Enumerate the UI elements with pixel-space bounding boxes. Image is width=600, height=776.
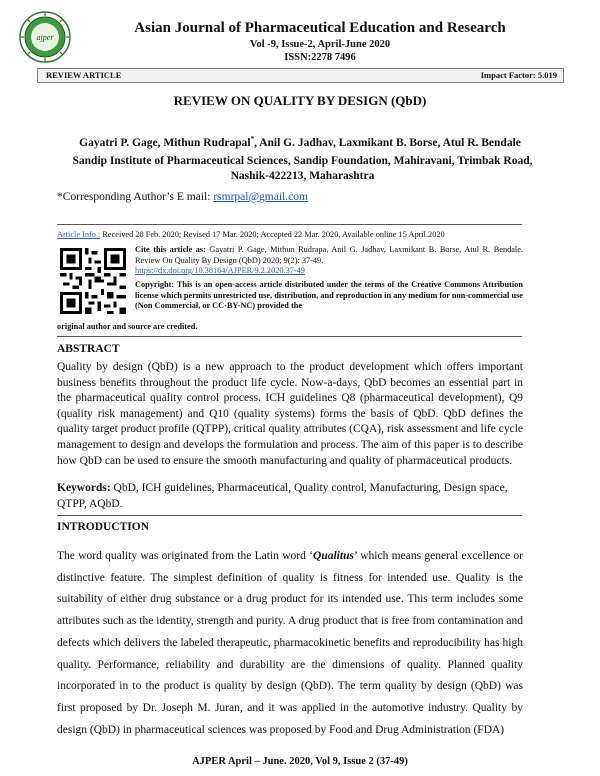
page-footer: AJPER April – June. 2020, Vol 9, Issue 2 (37-49) bbox=[192, 756, 408, 767]
impact-factor: Impact Factor: 5.019 bbox=[480, 70, 557, 80]
doi-link[interactable]: https://dx.doi.org/10.38164/AJPER/9.2.2020.37-49 bbox=[135, 266, 305, 275]
intro-italic-word: Qualitus bbox=[313, 550, 354, 562]
article-type-bar bbox=[37, 68, 564, 83]
keywords bbox=[57, 481, 523, 512]
keywords-text: QbD, ICH guidelines, Pharmaceutical, Quality control, Manufacturing, Design space, QTPP, AQbD. bbox=[57, 482, 508, 510]
authors bbox=[0, 135, 600, 149]
authors-first: Gayatri P. Gage, Mithun Rudrapal bbox=[79, 136, 251, 149]
email-label: *Corresponding Author’s E mail: bbox=[57, 191, 214, 203]
introduction-text bbox=[57, 546, 523, 741]
citation bbox=[135, 245, 523, 277]
paper-title: REVIEW ON QUALITY BY DESIGN (QbD) bbox=[173, 93, 427, 108]
abstract-heading: ABSTRACT bbox=[57, 343, 120, 355]
copyright-last-line: original author and source are credited. bbox=[57, 322, 198, 331]
qr-code bbox=[60, 248, 126, 314]
article-type: REVIEW ARTICLE bbox=[46, 70, 122, 80]
corresponding-mark: * bbox=[250, 135, 255, 143]
issn: ISSN:2278 7496 bbox=[284, 52, 356, 63]
affiliation: Sandip Institute of Pharmaceutical Sciences, Sandip Foundation, Mahiravani, Trimbak Road, Nashik-422213, Maharashtra bbox=[72, 155, 533, 182]
journal-title: Asian Journal of Pharmaceutical Education and Research bbox=[134, 20, 506, 36]
divider bbox=[57, 515, 522, 516]
article-info-link[interactable]: Article Info : bbox=[57, 230, 101, 239]
intro-part-2: ’ which means general excellence or distinctive feature. The simplest definition of quality is fitness for intended use. Quality is the suitability of either drug substance or a drug product for its intended use. This term includes some attributes such as the identity, strength and purity. A drug product that is free from contamination and defects which delivers the labeled therapeutic, pharmacokinetic benefits and reproducibility has high quality. Performance, reliability and durability are the dimensions of quality. Planned quality incorporated in to the product is quality by design (QbD). The term quality by design (QbD) was first proposed by Dr. Joseph M. Juran, and it was applied in the automotive industry. Quality by design (QbD) in pharmaceutical sciences was proposed by Food and Drug Administration (FDA) bbox=[57, 550, 523, 736]
intro-part-1: The word quality was originated from the Latin word ‘ bbox=[57, 550, 314, 562]
divider bbox=[57, 224, 522, 225]
copyright: Copyright: This is an open-access article distributed under the terms of the Creative Commons Attribution license which permits unrestricted use, distribution, and reproduction in any medium for non-commercial use (Non Commercial, or CC-BY-NC) provided the bbox=[135, 280, 523, 310]
citation-text: Gayatri P. Gage, Mithun Rudrapa, Anil G. Jadhav, Laxmikant B. Borse, Atul R. Bendale. Review On Quality By Design (QbD) 2020; 9(2): 37-49. bbox=[135, 245, 523, 265]
divider bbox=[57, 336, 522, 337]
corresponding-email bbox=[57, 191, 308, 203]
introduction-heading: INTRODUCTION bbox=[57, 521, 150, 533]
keywords-label: Keywords: bbox=[57, 482, 111, 494]
article-info bbox=[57, 230, 445, 239]
citation-label: Cite this article as: bbox=[135, 245, 206, 254]
volume-line: Vol -9, Issue-2, April-June 2020 bbox=[249, 39, 391, 50]
abstract-text: Quality by design (QbD) is a new approach to the product development which offers important business benefits throughout the product life cycle. Now-a-days, QbD becomes an essential part in the pharmaceutical quality control process. ICH guidelines Q8 (pharmaceutical development), Q9 (quality risk management) and Q10 (quality systems) forms the basis of QbD. QbD defines the quality target product profile (QTPP), critical quality attributes (CQA), risk assessment and life cycle management to design and develops the formulation and process. The aim of this paper is to describe how QbD can be used to ensure the smooth manufacturing and quality of pharmaceutical products. bbox=[57, 361, 523, 467]
authors-rest: , Anil G. Jadhav, Laxmikant B. Borse, Atul R. Bendale bbox=[254, 136, 521, 149]
email-link[interactable]: rsmrpal@gmail.com bbox=[213, 191, 308, 203]
article-dates: Received 28 Feb. 2020; Revised 17 Mar. 2020; Accepted 22 Mar. 2020, Available online 15 April.2020 bbox=[100, 230, 445, 239]
logo-text: ajper bbox=[36, 33, 54, 42]
